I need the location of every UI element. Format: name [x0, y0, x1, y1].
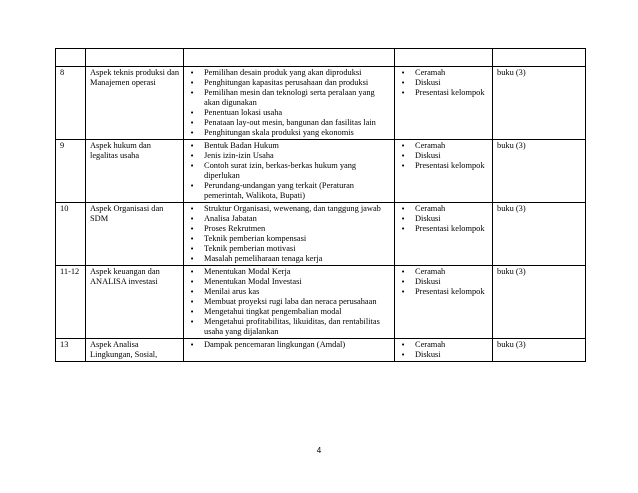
- content-item: • Menentukan Modal Investasi: [188, 277, 391, 287]
- content-item: • Contoh surat izin, berkas-berkas hukum yang diperlukan: [188, 161, 391, 181]
- content-item: • Bentuk Badan Hukum: [188, 141, 391, 151]
- method-item: • Diskusi: [399, 350, 489, 360]
- content-cell: [184, 203, 395, 266]
- page-number: 4: [316, 446, 322, 455]
- content-cell: [184, 140, 395, 203]
- content-item: • Mengetahui profitabilitas, likuiditas, dan rentabilitas usaha yang dijalankan: [188, 317, 391, 337]
- content-item: • Perundang-undangan yang terkait (Peraturan pemerintah, Walikota, Bupati): [188, 181, 391, 201]
- content-item: • Penentuan lokasi usaha: [188, 108, 391, 118]
- header-cell: [184, 49, 395, 67]
- content-item: • Penghitungan kapasitas perusahaan dan produksi: [188, 78, 391, 88]
- content-item: • Menentukan Modal Kerja: [188, 267, 391, 277]
- method-item: • Presentasi kelompok: [399, 224, 489, 234]
- table-row: [56, 67, 586, 140]
- session-number-cell: 9: [56, 140, 86, 203]
- content-item: • Masalah pemeliharaan tenaga kerja: [188, 254, 391, 264]
- session-number-cell: 11-12: [56, 266, 86, 339]
- table-row: [56, 203, 586, 266]
- content-item: • Struktur Organisasi, wewenang, dan tanggung jawab: [188, 204, 391, 214]
- method-item: • Ceramah: [399, 68, 489, 78]
- content-cell: [184, 67, 395, 140]
- content-item: • Teknik pemberian motivasi: [188, 244, 391, 254]
- method-list: [399, 141, 489, 171]
- method-list: [399, 267, 489, 297]
- content-list: [188, 141, 391, 201]
- method-item: • Ceramah: [399, 204, 489, 214]
- method-item: • Ceramah: [399, 267, 489, 277]
- method-item: • Ceramah: [399, 141, 489, 151]
- reference-cell: buku (3): [493, 140, 586, 203]
- method-cell: [395, 140, 493, 203]
- content-item: • Analisa Jabatan: [188, 214, 391, 224]
- content-item: • Proses Rekrutmen: [188, 224, 391, 234]
- content-list: [188, 204, 391, 264]
- syllabus-table: [55, 48, 586, 362]
- method-item: • Diskusi: [399, 277, 489, 287]
- topic-cell: Aspek Analisa Lingkungan, Sosial,: [86, 339, 184, 362]
- method-item: • Diskusi: [399, 214, 489, 224]
- content-item: • Dampak pencemaran lingkungan (Amdal): [188, 340, 391, 350]
- table-header-row: [56, 49, 586, 67]
- table-row: [56, 140, 586, 203]
- content-list: [188, 267, 391, 337]
- topic-cell: Aspek keuangan dan ANALISA investasi: [86, 266, 184, 339]
- content-cell: [184, 266, 395, 339]
- content-item: • Mengetahui tingkat pengembalian modal: [188, 307, 391, 317]
- content-item: • Pemilihan mesin dan teknologi serta peralaan yang akan digunakan: [188, 88, 391, 108]
- content-item: • Jenis izin-izin Usaha: [188, 151, 391, 161]
- content-list: [188, 68, 391, 138]
- method-item: • Diskusi: [399, 78, 489, 88]
- content-item: • Penataan lay-out mesin, bangunan dan fasilitas lain: [188, 118, 391, 128]
- method-item: • Diskusi: [399, 151, 489, 161]
- header-cell: [56, 49, 86, 67]
- method-item: • Presentasi kelompok: [399, 161, 489, 171]
- topic-cell: Aspek Organisasi dan SDM: [86, 203, 184, 266]
- reference-cell: buku (3): [493, 266, 586, 339]
- session-number-cell: 8: [56, 67, 86, 140]
- content-item: • Menilai arus kas: [188, 287, 391, 297]
- content-item: • Teknik pemberian kompensasi: [188, 234, 391, 244]
- reference-cell: buku (3): [493, 203, 586, 266]
- method-item: • Presentasi kelompok: [399, 88, 489, 98]
- content-cell: [184, 339, 395, 362]
- method-list: [399, 204, 489, 234]
- header-cell: [395, 49, 493, 67]
- reference-cell: buku (3): [493, 339, 586, 362]
- method-item: • Ceramah: [399, 340, 489, 350]
- content-item: • Penghitungan skala produksi yang ekonomis: [188, 128, 391, 138]
- session-number-cell: 13: [56, 339, 86, 362]
- topic-cell: Aspek hukum dan legalitas usaha: [86, 140, 184, 203]
- table-row: [56, 339, 586, 362]
- reference-cell: buku (3): [493, 67, 586, 140]
- content-item: • Membuat proyeksi rugi laba dan neraca perusahaan: [188, 297, 391, 307]
- header-cell: [86, 49, 184, 67]
- header-cell: [493, 49, 586, 67]
- method-item: • Presentasi kelompok: [399, 287, 489, 297]
- session-number-cell: 10: [56, 203, 86, 266]
- method-cell: [395, 266, 493, 339]
- method-cell: [395, 339, 493, 362]
- content-list: [188, 340, 391, 350]
- topic-cell: Aspek teknis produksi dan Manajemen operasi: [86, 67, 184, 140]
- method-cell: [395, 203, 493, 266]
- content-item: • Pemilihan desain produk yang akan diproduksi: [188, 68, 391, 78]
- method-list: [399, 340, 489, 360]
- method-list: [399, 68, 489, 98]
- table-row: [56, 266, 586, 339]
- method-cell: [395, 67, 493, 140]
